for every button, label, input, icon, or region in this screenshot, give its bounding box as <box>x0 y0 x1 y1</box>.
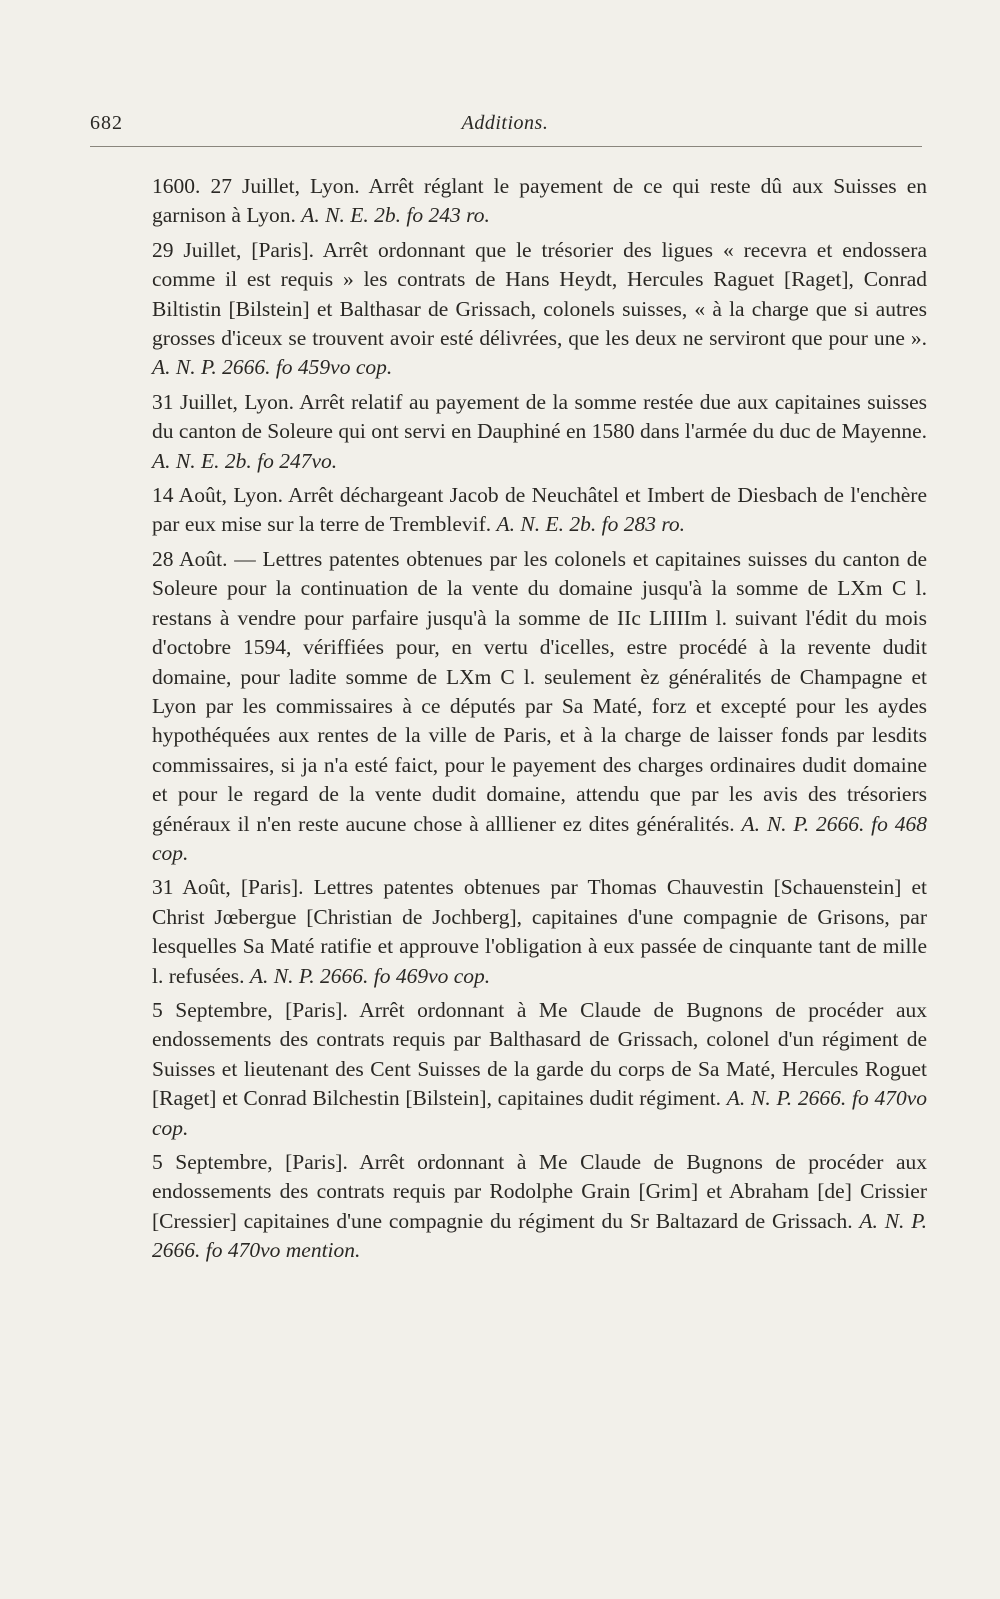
entry <box>152 545 927 868</box>
entry-reference: A. N. P. 2666. fo 469vo cop. <box>249 963 491 988</box>
entry-date: 31 Août, [Paris]. <box>152 875 304 900</box>
entry <box>152 481 927 540</box>
entry <box>152 1148 927 1266</box>
entry-text: — Lettres patentes obtenues par les colonels et capitaines suisses du canton de Soleure pour la continuation de la vente du domaine jusqu'à la somme de LXm C l. restans à vendre pour parfaire jusqu'à la somme de IIc LIIIIm l. suivant l'édit du mois d'octobre 1594, vériffiées pour, en vertu d'icelles, estre procédé à la revente dudit domaine, pour ladite somme de LXm C l. seulement èz généralités de Champagne et Lyon par les commissaires à ce députés par Sa Maté, forz et excepté pour les aydes hypothéquées aux rentes de la ville de Paris, et à la charge de laisser fonds par lesdits commissaires, si ja n'a esté faict, pour le payement des charges ordinaires dudit domaine et pour le regard de la vente dudit domaine, attendu que par les avis des trésoriers généraux il n'en reste aucune chose à allliener ez dites généralités. <box>152 546 927 836</box>
entry <box>152 388 927 476</box>
entry-reference: A. N. E. 2b. fo 243 ro. <box>301 203 490 228</box>
entry-reference: A. N. P. 2666. fo 470vo cop. <box>152 1086 927 1140</box>
entry <box>152 236 927 383</box>
entry-reference: A. N. P. 2666. fo 470vo mention. <box>152 1208 927 1263</box>
running-title: Additions. <box>461 112 549 134</box>
entry <box>152 996 927 1143</box>
entry-date: 29 Juillet, [Paris]. <box>152 237 314 262</box>
entry-date: 28 Août. <box>152 546 228 571</box>
entry-date: 31 Juillet, Lyon. <box>152 389 294 414</box>
entry-text: Arrêt réglant le payement de ce qui reste dû aux Suisses en garnison à Lyon. <box>152 174 927 228</box>
entry-reference: A. N. P. 2666. fo 468 cop. <box>152 811 927 865</box>
entry-text: Arrêt relatif au payement de la somme restée due aux capitaines suisses du canton de Soleure qui ont servi en Dauphiné en 1580 dans l'armée du duc de Mayenne. <box>152 389 927 444</box>
header-rule <box>90 146 922 147</box>
entry-reference: A. N. E. 2b. fo 283 ro. <box>496 512 686 537</box>
page-header <box>90 112 920 142</box>
entry-text: Arrêt déchargeant Jacob de Neuchâtel et Imbert de Diesbach de l'enchère par eux mise sur la terre de Tremblevif. <box>152 483 928 537</box>
entry-text: Arrêt ordonnant à Me Claude de Bugnons de procéder aux endossements des contrats requis par Balthasard de Grissach, colonel d'un régiment de Suisses et lieutenant des Cent Suisses de la garde du corps de Sa Maté, Hercules Roguet [Raget] et Conrad Bilchestin [Bilstein], capitaines dudit régiment. <box>152 997 927 1111</box>
entry-text: Arrêt ordonnant que le trésorier des ligues « recevra et endossera comme il est requis » les contrats de Hans Heydt, Hercules Raguet [Raget], Conrad Biltistin [Bilstein] et Balthasar de Grissach, colonels suisses, « à la charge que si autres grosses d'iceux se trouvent avoir esté délivrées, que les deux ne serviront que pour une ». <box>152 237 927 351</box>
entry <box>152 172 927 231</box>
entry-text: Arrêt ordonnant à Me Claude de Bugnons de procéder aux endossements des contrats requis par Rodolphe Grain [Grim] et Abraham [de] Crissier [Cressier] capitaines d'une compagnie du régiment du Sr Baltazard de Grissach. <box>152 1150 927 1233</box>
entry-date: 5 Septembre, [Paris]. <box>152 997 348 1022</box>
entry-reference: A. N. E. 2b. fo 247vo. <box>152 448 338 473</box>
page-number: 682 <box>90 112 123 134</box>
document-body <box>152 172 927 1271</box>
entry-reference: A. N. P. 2666. fo 459vo cop. <box>152 355 393 380</box>
entry-date: 14 Août, Lyon. <box>152 483 283 508</box>
entry-date: 5 Septembre, [Paris]. <box>152 1150 348 1174</box>
entry <box>152 873 927 991</box>
entry-text: Lettres patentes obtenues par Thomas Chauvestin [Schauenstein] et Christ Jœbergue [Christian de Jochberg], capitaines d'une compagnie de Grisons, par lesquelles Sa Maté ratifie et approuve l'obligation à eux passée de cinquante tant de mille l. refusées. <box>152 875 927 988</box>
entry-date: 1600. 27 Juillet, Lyon. <box>152 174 360 198</box>
